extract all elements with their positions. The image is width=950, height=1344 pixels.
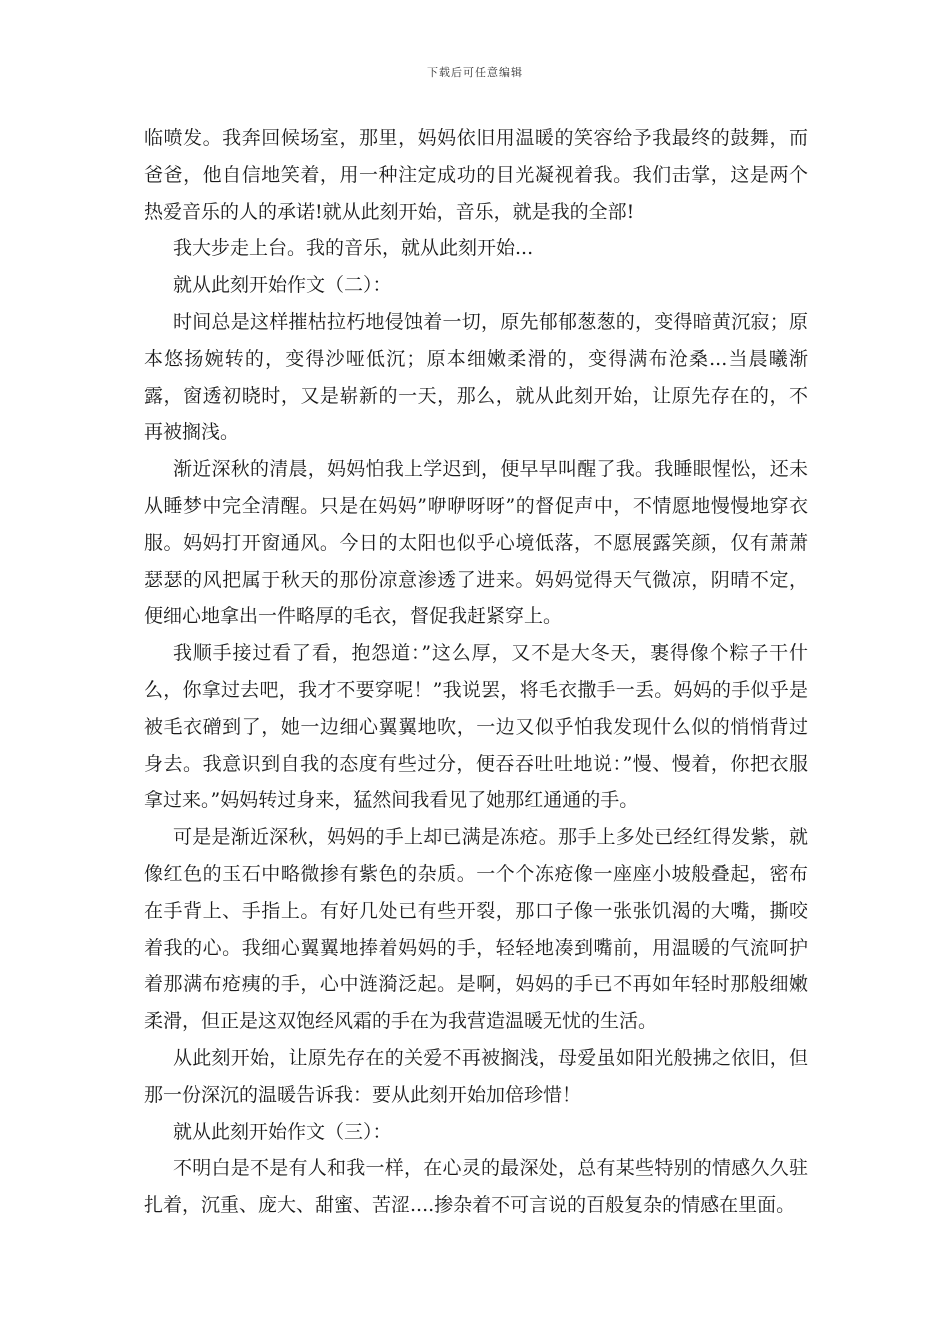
paragraph: 渐近深秋的清晨，妈妈怕我上学迟到，便早早叫醒了我。我睡眼惺忪，还未从睡梦中完全清醒。只是在妈妈”咿咿呀呀”的督促声中，不情愿地慢慢地穿衣服。妈妈打开窗通风。今日的太阳也似乎心境低落，不愿展露笑颜，仅有萧萧瑟瑟的风把属于秋天的那份凉意渗透了进来。妈妈觉得天气微凉，阴晴不定，便细心地拿出一件略厚的毛衣，督促我赶紧穿上。 [144, 458, 808, 628]
document-body [144, 120, 808, 1224]
section-heading-2: 就从此刻开始作文（二）： [173, 274, 392, 297]
paragraph: 从此刻开始，让原先存在的关爱不再被搁浅，母爱虽如阳光般拂之依旧，但那一份深沉的温暖告诉我：要从此刻开始加倍珍惜！ [144, 1046, 808, 1106]
paragraph: 我大步走上台。我的音乐，就从此刻开始... [173, 237, 534, 260]
paragraph: 不明白是不是有人和我一样，在心灵的最深处，总有某些特别的情感久久驻扎着，沉重、庞大、甜蜜、苦涩....掺杂着不可言说的百般复杂的情感在里面。 [144, 1157, 808, 1217]
paragraph: 时间总是这样摧枯拉朽地侵蚀着一切，原先郁郁葱葱的，变得暗黄沉寂；原本悠扬婉转的，变得沙哑低沉；原本细嫩柔滑的，变得满布沧桑...当晨曦渐露，窗透初晓时，又是崭新的一天，那么，就从此刻开始，让原先存在的，不再被搁浅。 [144, 310, 808, 444]
paragraph-continuation: 临喷发。我奔回候场室，那里，妈妈依旧用温暖的笑容给予我最终的鼓舞，而爸爸，他自信地笑着，用一种注定成功的目光凝视着我。我们击掌，这是两个热爱音乐的人的承诺!就从此刻开始，音乐，就是我的全部! [144, 127, 808, 223]
paragraph: 我顺手接过看了看，抱怨道：”这么厚，又不是大冬天，裹得像个粽子干什么，你拿过去吧，我才不要穿呢！”我说罢，将毛衣撒手一丢。妈妈的手似乎是被毛衣磳到了，她一边细心翼翼地吹，一边又似乎怕我发现什么似的悄悄背过身去。我意识到自我的态度有些过分，便吞吞吐吐地说：”慢、慢着，你把衣服拿过来。”妈妈转过身来，猛然间我看见了她那红通通的手。 [144, 642, 808, 812]
paragraph: 可是是渐近深秋，妈妈的手上却已满是冻疮。那手上多处已经红得发紫，就像红色的玉石中略微掺有紫色的杂质。一个个冻疮像一座座小坡般叠起，密布在手背上、手指上。有好几处已有些开裂，那口子像一张张饥渴的大嘴，撕咬着我的心。我细心翼翼地捧着妈妈的手，轻轻地凑到嘴前，用温暖的气流呵护着那满布疮痍的手，心中涟漪泛起。是啊，妈妈的手已不再如年轻时那般细嫩柔滑，但正是这双饱经风霜的手在为我营造温暖无忧的生活。 [144, 826, 808, 1033]
page-header: 下载后可任意编辑 [427, 66, 523, 79]
section-heading-3: 就从此刻开始作文（三）： [173, 1120, 392, 1143]
